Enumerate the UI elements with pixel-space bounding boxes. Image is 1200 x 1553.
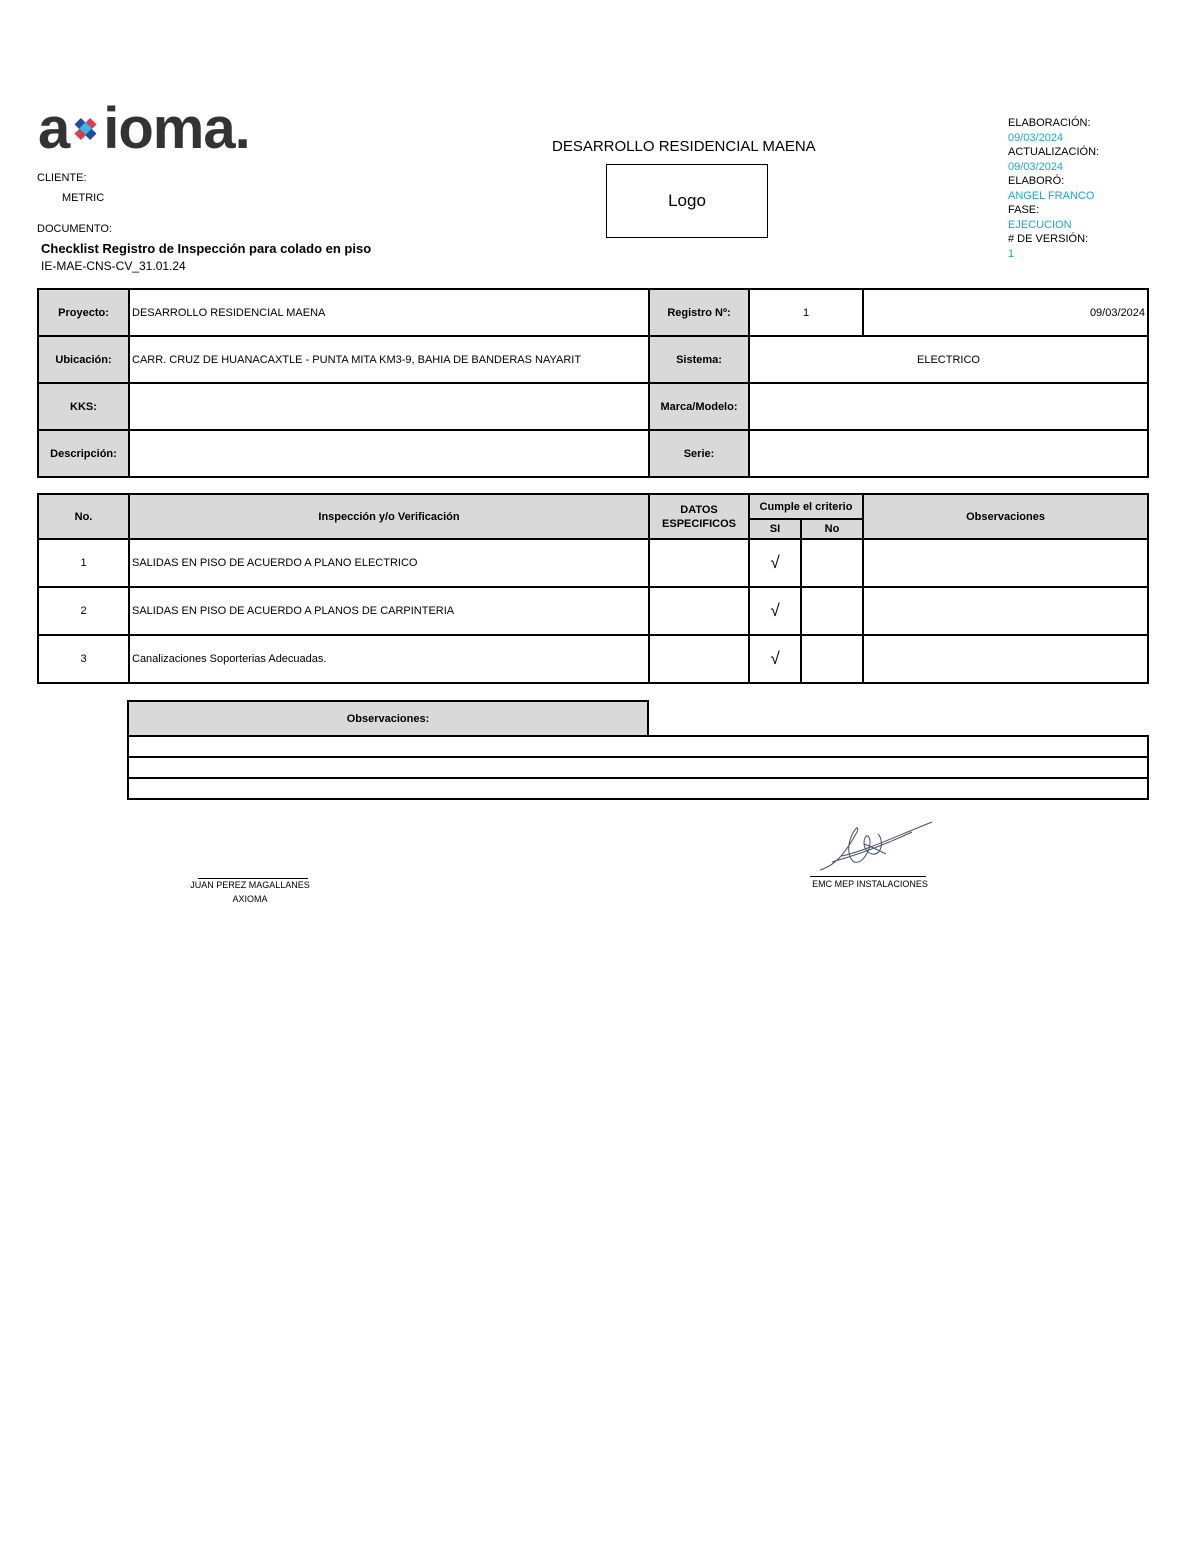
brand-x-mark (69, 108, 103, 148)
row-obs (863, 635, 1148, 683)
descripcion-value (129, 430, 649, 477)
registro-label: Registro Nº: (649, 289, 749, 336)
document-title: Checklist Registro de Inspección para colado en piso (41, 241, 372, 256)
col-si-header: SI (749, 519, 801, 539)
row-si-check: √ (749, 635, 801, 683)
col-datos-header: DATOS ESPECIFICOS (649, 494, 749, 539)
col-no-header: No. (38, 494, 129, 539)
sistema-value: ELECTRICO (749, 336, 1148, 383)
row-obs (863, 539, 1148, 587)
right-signer-name: EMC MEP INSTALACIONES (812, 879, 928, 889)
ubicacion-label: Ubicación: (38, 336, 129, 383)
elaboro-value: ANGEL FRANCO (1008, 189, 1095, 202)
logo-placeholder: Logo (606, 164, 768, 238)
project-title: DESARROLLO RESIDENCIAL MAENA (552, 138, 816, 155)
actualizacion-label: ACTUALIZACIÓN: (1008, 146, 1100, 158)
observaciones-line (128, 736, 1148, 757)
document-label: DOCUMENTO: (37, 223, 112, 235)
version-label: # DE VERSIÓN: (1008, 233, 1089, 245)
row-no-check (801, 635, 863, 683)
left-signature-line (198, 878, 308, 879)
info-table (37, 288, 1149, 478)
row-no-check (801, 587, 863, 635)
row-no-check (801, 539, 863, 587)
proyecto-label: Proyecto: (38, 289, 129, 336)
table-row (38, 635, 1148, 683)
client-label: CLIENTE: (37, 172, 87, 184)
kks-value (129, 383, 649, 430)
row-item: SALIDAS EN PISO DE ACUERDO A PLANO ELECTRICO (129, 539, 649, 587)
row-no: 1 (38, 539, 129, 587)
observaciones-line (128, 778, 1148, 799)
row-no: 3 (38, 635, 129, 683)
observaciones-label: Observaciones: (128, 701, 648, 736)
version-value: 1 (1008, 247, 1015, 260)
actualizacion-value: 09/03/2024 (1008, 160, 1064, 173)
left-signer-company: AXIOMA (232, 894, 268, 904)
col-inspeccion-header: Inspección y/o Verificación (129, 494, 649, 539)
meta-block (1008, 116, 1099, 261)
col-no-crit-header: No (801, 519, 863, 539)
left-signer-name: JUAN PEREZ MAGALLANES (190, 880, 310, 890)
col-cumple-header: Cumple el criterio (749, 494, 863, 519)
row-item: SALIDAS EN PISO DE ACUERDO A PLANOS DE CARPINTERIA (129, 587, 649, 635)
client-value: METRIC (62, 192, 105, 204)
elaboracion-label: ELABORACIÓN: (1008, 117, 1091, 129)
ubicacion-value: CARR. CRUZ DE HUANACAXTLE - PUNTA MITA KM3-9, BAHIA DE BANDERAS NAYARIT (129, 336, 649, 383)
sistema-label: Sistema: (649, 336, 749, 383)
row-obs (863, 587, 1148, 635)
observaciones-line (128, 757, 1148, 778)
fase-label: FASE: (1008, 204, 1040, 216)
brand-logo: a ioma. (38, 96, 250, 161)
row-datos (649, 539, 749, 587)
row-datos (649, 587, 749, 635)
document-code: IE-MAE-CNS-CV_31.01.24 (41, 259, 186, 273)
registro-value: 1 (749, 289, 863, 336)
marca-label: Marca/Modelo: (649, 383, 749, 430)
checklist-table (37, 493, 1149, 684)
descripcion-label: Descripción: (38, 430, 129, 477)
serie-label: Serie: (649, 430, 749, 477)
elaboro-label: ELABORÓ: (1008, 175, 1065, 187)
kks-label: KKS: (38, 383, 129, 430)
row-item: Canalizaciones Soporterias Adecuadas. (129, 635, 649, 683)
row-no: 2 (38, 587, 129, 635)
row-si-check: √ (749, 539, 801, 587)
serie-value (749, 430, 1148, 477)
right-signature-line (810, 876, 926, 877)
row-datos (649, 635, 749, 683)
table-row (38, 539, 1148, 587)
proyecto-value: DESARROLLO RESIDENCIAL MAENA (129, 289, 649, 336)
fecha-value: 09/03/2024 (863, 289, 1148, 336)
table-row (38, 587, 1148, 635)
col-observaciones-header: Observaciones (863, 494, 1148, 539)
row-si-check: √ (749, 587, 801, 635)
handwritten-signature (812, 810, 942, 880)
observaciones-table (127, 700, 1149, 800)
fase-value: EJECUCION (1008, 218, 1072, 231)
marca-value (749, 383, 1148, 430)
elaboracion-value: 09/03/2024 (1008, 131, 1064, 144)
